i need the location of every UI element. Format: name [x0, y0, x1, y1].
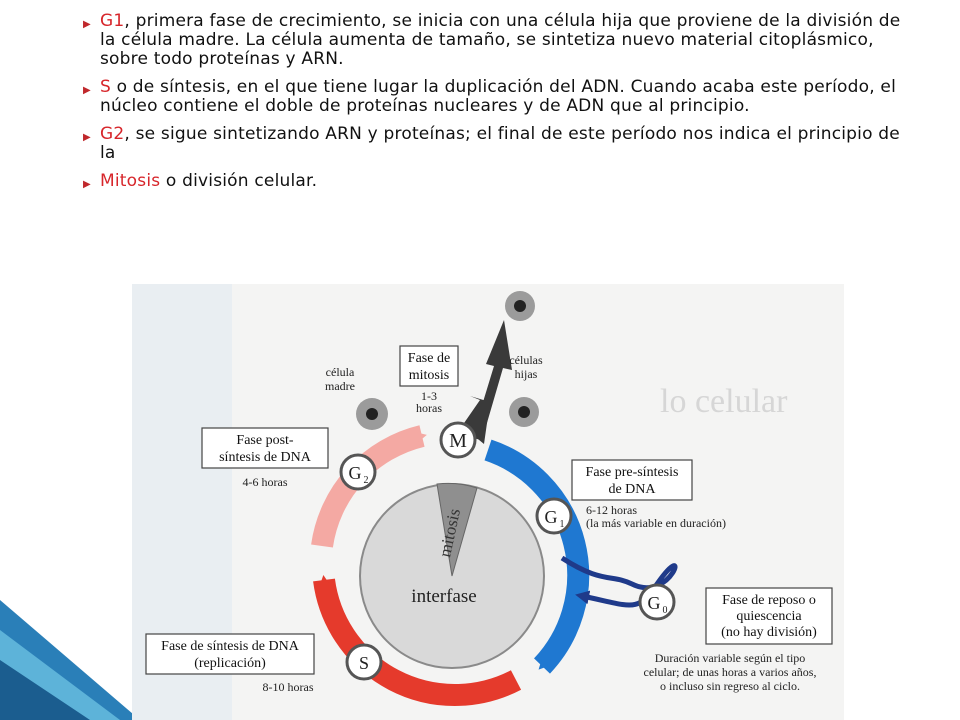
bullet-g1	[80, 12, 920, 69]
svg-text:G: G	[647, 593, 661, 613]
svg-text:Fase de reposo o: Fase de reposo o	[722, 593, 816, 608]
bullet-list	[80, 12, 920, 200]
svg-text:G: G	[544, 507, 558, 527]
bullet-mitosis	[80, 172, 920, 191]
bullet-text: , primera fase de crecimiento, se inicia con una célula hija que proviene de la división de la célula madre. La célula aumenta de tamaño, se sintetiza nuevo material citoplásmico, sobre todo proteínas y ARN.	[100, 11, 901, 69]
svg-text:Fase post-: Fase post-	[236, 433, 294, 448]
mitosis-duration-unit: horas	[416, 401, 442, 415]
svg-text:M: M	[449, 430, 467, 452]
g0-note: o incluso sin regreso al ciclo.	[660, 679, 800, 693]
node-s	[347, 645, 381, 679]
svg-text:mitosis: mitosis	[408, 368, 450, 383]
svg-text:Fase de síntesis de DNA: Fase de síntesis de DNA	[161, 639, 299, 654]
node-m	[441, 423, 475, 457]
s-duration: 8-10 horas	[262, 680, 314, 694]
g0-note: Duración variable según el tipo	[654, 651, 806, 665]
svg-text:(no hay división): (no hay división)	[721, 625, 817, 640]
g2-duration: 4-6 horas	[242, 475, 288, 489]
svg-text:Fase pre-síntesis: Fase pre-síntesis	[585, 465, 679, 480]
daughter-cell-nucleus	[518, 406, 530, 418]
mother-cell-label: célula	[325, 365, 355, 379]
svg-text:S: S	[358, 653, 370, 673]
mother-cell-label: madre	[325, 379, 355, 393]
g1-duration-note: (la más variable en duración)	[586, 516, 726, 530]
bullet-arrow-icon: ▶	[83, 85, 91, 96]
daughter-cells-label: células	[509, 353, 543, 367]
s-phase-box	[146, 634, 314, 674]
slide-decoration	[0, 560, 140, 720]
bullet-arrow-icon: ▶	[83, 179, 91, 190]
mother-cell-nucleus	[366, 408, 378, 420]
svg-text:1: 1	[559, 519, 565, 530]
daughter-cells-label: hijas	[514, 367, 538, 381]
bullet-arrow-icon: ▶	[83, 19, 91, 30]
bullet-text: o de síntesis, en el que tiene lugar la duplicación del ADN. Cuando acaba este período, el núcleo contiene el doble de proteínas nucleares y de ADN que al principio.	[100, 77, 897, 116]
node-g2	[341, 455, 375, 489]
bullet-term: G1	[100, 11, 125, 31]
g0-note: celular; de unas horas a varios años,	[643, 665, 817, 679]
bullet-term: S	[100, 77, 111, 97]
svg-text:(replicación): (replicación)	[194, 656, 266, 671]
cell-cycle-diagram	[132, 284, 844, 720]
node-g0	[640, 585, 674, 619]
daughter-cell-nucleus	[514, 300, 526, 312]
mitosis-phase-box	[400, 346, 458, 386]
svg-text:síntesis de DNA: síntesis de DNA	[219, 450, 311, 465]
bullet-arrow-icon: ▶	[83, 132, 91, 143]
svg-text:de DNA: de DNA	[608, 482, 656, 497]
bullet-text: o división celular.	[160, 171, 318, 191]
mitosis-duration: 1-3	[421, 389, 437, 403]
g0-phase-box	[706, 588, 832, 644]
svg-text:G: G	[348, 463, 362, 483]
bullet-text: , se sigue sintetizando ARN y proteínas; el final de este período nos indica el principio de la	[100, 124, 900, 163]
g1-duration: 6-12 horas	[586, 503, 637, 517]
bullet-term: Mitosis	[100, 171, 161, 191]
node-g1	[537, 499, 571, 533]
svg-text:0: 0	[662, 605, 668, 616]
svg-text:quiescencia: quiescencia	[736, 609, 802, 624]
pie-slice-label: mitosis	[435, 506, 465, 559]
pie-center-label: interfase	[411, 586, 477, 607]
bullet-term: G2	[100, 124, 125, 144]
g2-phase-box	[202, 428, 328, 468]
svg-text:2: 2	[363, 475, 369, 486]
svg-text:Fase de: Fase de	[407, 351, 451, 366]
background-heading: lo celular	[660, 383, 788, 420]
g1-phase-box	[572, 460, 692, 500]
bullet-s	[80, 78, 920, 116]
bullet-g2	[80, 125, 920, 163]
